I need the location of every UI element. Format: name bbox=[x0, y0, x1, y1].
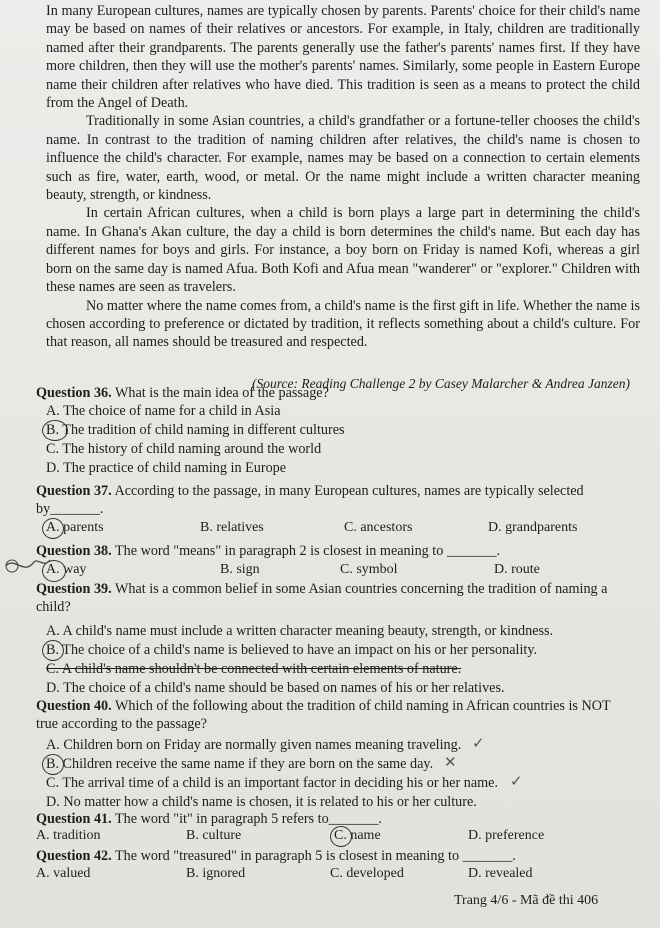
paragraph-4: No matter where the name comes from, a child's name is the first gift in life. Whether the name is chosen according to preference or dictated by tradition, it reflects something about a child's culture. For that reason, all names should be treasured and respected. bbox=[46, 297, 640, 351]
question-41-text: The word "it" in paragraph 5 refers to_______. bbox=[114, 811, 382, 827]
check-mark-icon: ✓ bbox=[510, 772, 523, 790]
q41-option-b[interactable]: B. culture bbox=[186, 828, 242, 843]
question-36-label: Question 36. bbox=[36, 385, 112, 401]
question-41 bbox=[36, 810, 636, 828]
paragraph-1: In many European cultures, names are typically chosen by parents. Parents' choice for their child's name may be based on names of their relatives or ancestors. For example, in Italy, children are traditionally named after their grandparents. The parents generally use the father's parents' names first. If they have more children, then they will use the mother's parents' names. Similarly, some people in Eastern Europe name their children after relatives who have died. This tradition is seen as a means to protect the child from the Angel of Death. bbox=[46, 3, 640, 112]
q42-option-d[interactable]: D. revealed bbox=[468, 866, 533, 881]
q39-option-d[interactable]: D. The choice of a child's name should be based on names of his or her relatives. bbox=[46, 680, 505, 696]
q41-option-d[interactable]: D. preference bbox=[468, 828, 545, 843]
q39-option-b[interactable]: B. The choice of a child's name is believed to have an impact on his or her personality. bbox=[46, 642, 538, 658]
q42-option-b[interactable]: B. ignored bbox=[186, 866, 246, 881]
q36-option-b[interactable]: B. The tradition of child naming in different cultures bbox=[46, 422, 345, 438]
question-40 bbox=[36, 697, 632, 733]
q41-option-a[interactable]: A. tradition bbox=[36, 828, 101, 843]
q38-option-c[interactable]: C. symbol bbox=[340, 562, 398, 577]
question-38 bbox=[36, 542, 636, 560]
question-37 bbox=[36, 482, 636, 518]
q40-option-b[interactable]: B. Children receive the same name if they are born on the same day. bbox=[46, 756, 434, 772]
question-40-text: Which of the following about the tradition of child naming in African countries is NOT true according to the passage? bbox=[36, 698, 611, 732]
q39-option-a[interactable]: A. A child's name must include a written character meaning beauty, strength, or kindness. bbox=[46, 623, 554, 639]
question-41-label: Question 41. bbox=[36, 811, 112, 827]
q37-option-d[interactable]: D. grandparents bbox=[488, 520, 578, 535]
question-39 bbox=[36, 580, 632, 616]
q42-options bbox=[36, 866, 596, 884]
question-39-text: What is a common belief in some Asian countries concerning the tradition of naming a child? bbox=[36, 581, 608, 615]
answer-circle-q41 bbox=[330, 826, 352, 847]
q38-option-b[interactable]: B. sign bbox=[220, 562, 260, 577]
question-38-text: The word "means" in paragraph 2 is closest in meaning to _______. bbox=[114, 543, 501, 559]
question-40-label: Question 40. bbox=[36, 698, 112, 714]
pen-scribble-icon bbox=[2, 552, 52, 578]
question-39-label: Question 39. bbox=[36, 581, 112, 597]
q40-option-d[interactable]: D. No matter how a child's name is chosen, it is related to his or her culture. bbox=[46, 794, 477, 810]
q37-option-a[interactable]: A. parents bbox=[46, 520, 104, 535]
question-42 bbox=[36, 847, 636, 865]
question-37-label: Question 37. bbox=[36, 483, 112, 499]
q36-option-d[interactable]: D. The practice of child naming in Europe bbox=[46, 460, 287, 476]
answer-circle-q39 bbox=[42, 640, 64, 661]
answer-circle-q40 bbox=[42, 754, 64, 775]
cross-mark-icon: ✕ bbox=[444, 753, 457, 771]
q39-option-c[interactable]: C. A child's name shouldn't be connected with certain elements of nature. bbox=[46, 661, 462, 677]
question-37-text: According to the passage, in many European cultures, names are typically selected by_______. bbox=[36, 483, 584, 517]
question-38-label: Question 38. bbox=[36, 543, 112, 559]
question-42-text: The word "treasured" in paragraph 5 is closest in meaning to _______. bbox=[114, 848, 516, 864]
paragraph-3: In certain African cultures, when a child is born plays a large part in determining the child's name. In Ghana's Akan culture, the day a child is born determines the child's name. But each day has different names for boys and girls. For instance, a boy born on Friday is named Kofi, whereas a girl born on the same day is named Afua. Both Kofi and Afua mean "wanderer" or "explorer." Children with these names are seen as travelers. bbox=[46, 205, 640, 296]
answer-circle-q37 bbox=[42, 518, 64, 539]
question-36-text: What is the main idea of the passage? bbox=[114, 385, 329, 401]
paragraph-2: Traditionally in some Asian countries, a child's grandfather or a fortune-teller chooses the child's name. In contrast to the tradition of naming children after relatives, the child's name is chosen to influence the child's character. For example, names may be based on a connection to certain elements such as fire, water, earth, wood, or metal. Or the name might include a written character meaning beauty, strength, or kindness. bbox=[46, 113, 640, 204]
passage-source: (Source: Reading Challenge 2 by Casey Malarcher & Andrea Janzen) bbox=[252, 376, 631, 391]
q40-option-a[interactable]: A. Children born on Friday are normally given names meaning traveling. bbox=[46, 737, 462, 753]
q38-option-d[interactable]: D. route bbox=[494, 562, 540, 577]
q38-options bbox=[46, 562, 606, 580]
q36-option-c[interactable]: C. The history of child naming around the world bbox=[46, 441, 322, 457]
question-42-label: Question 42. bbox=[36, 848, 112, 864]
page-footer: Trang 4/6 - Mã đề thi 406 bbox=[454, 893, 599, 908]
q37-options bbox=[46, 520, 606, 538]
q37-option-c[interactable]: C. ancestors bbox=[344, 520, 413, 535]
q38-option-a[interactable]: A. way bbox=[46, 562, 87, 577]
answer-circle-q36 bbox=[42, 420, 68, 441]
q42-option-c[interactable]: C. developed bbox=[330, 866, 404, 881]
check-mark-icon: ✓ bbox=[472, 734, 485, 752]
reading-passage bbox=[46, 2, 640, 352]
q40-option-c[interactable]: C. The arrival time of a child is an important factor in deciding his or her name. bbox=[46, 775, 499, 791]
q41-options bbox=[36, 828, 596, 846]
question-36 bbox=[36, 384, 636, 402]
q42-option-a[interactable]: A. valued bbox=[36, 866, 91, 881]
q37-option-b[interactable]: B. relatives bbox=[200, 520, 264, 535]
q41-option-c[interactable]: C. name bbox=[334, 828, 381, 843]
q36-option-a[interactable]: A. The choice of name for a child in Asia bbox=[46, 403, 281, 419]
